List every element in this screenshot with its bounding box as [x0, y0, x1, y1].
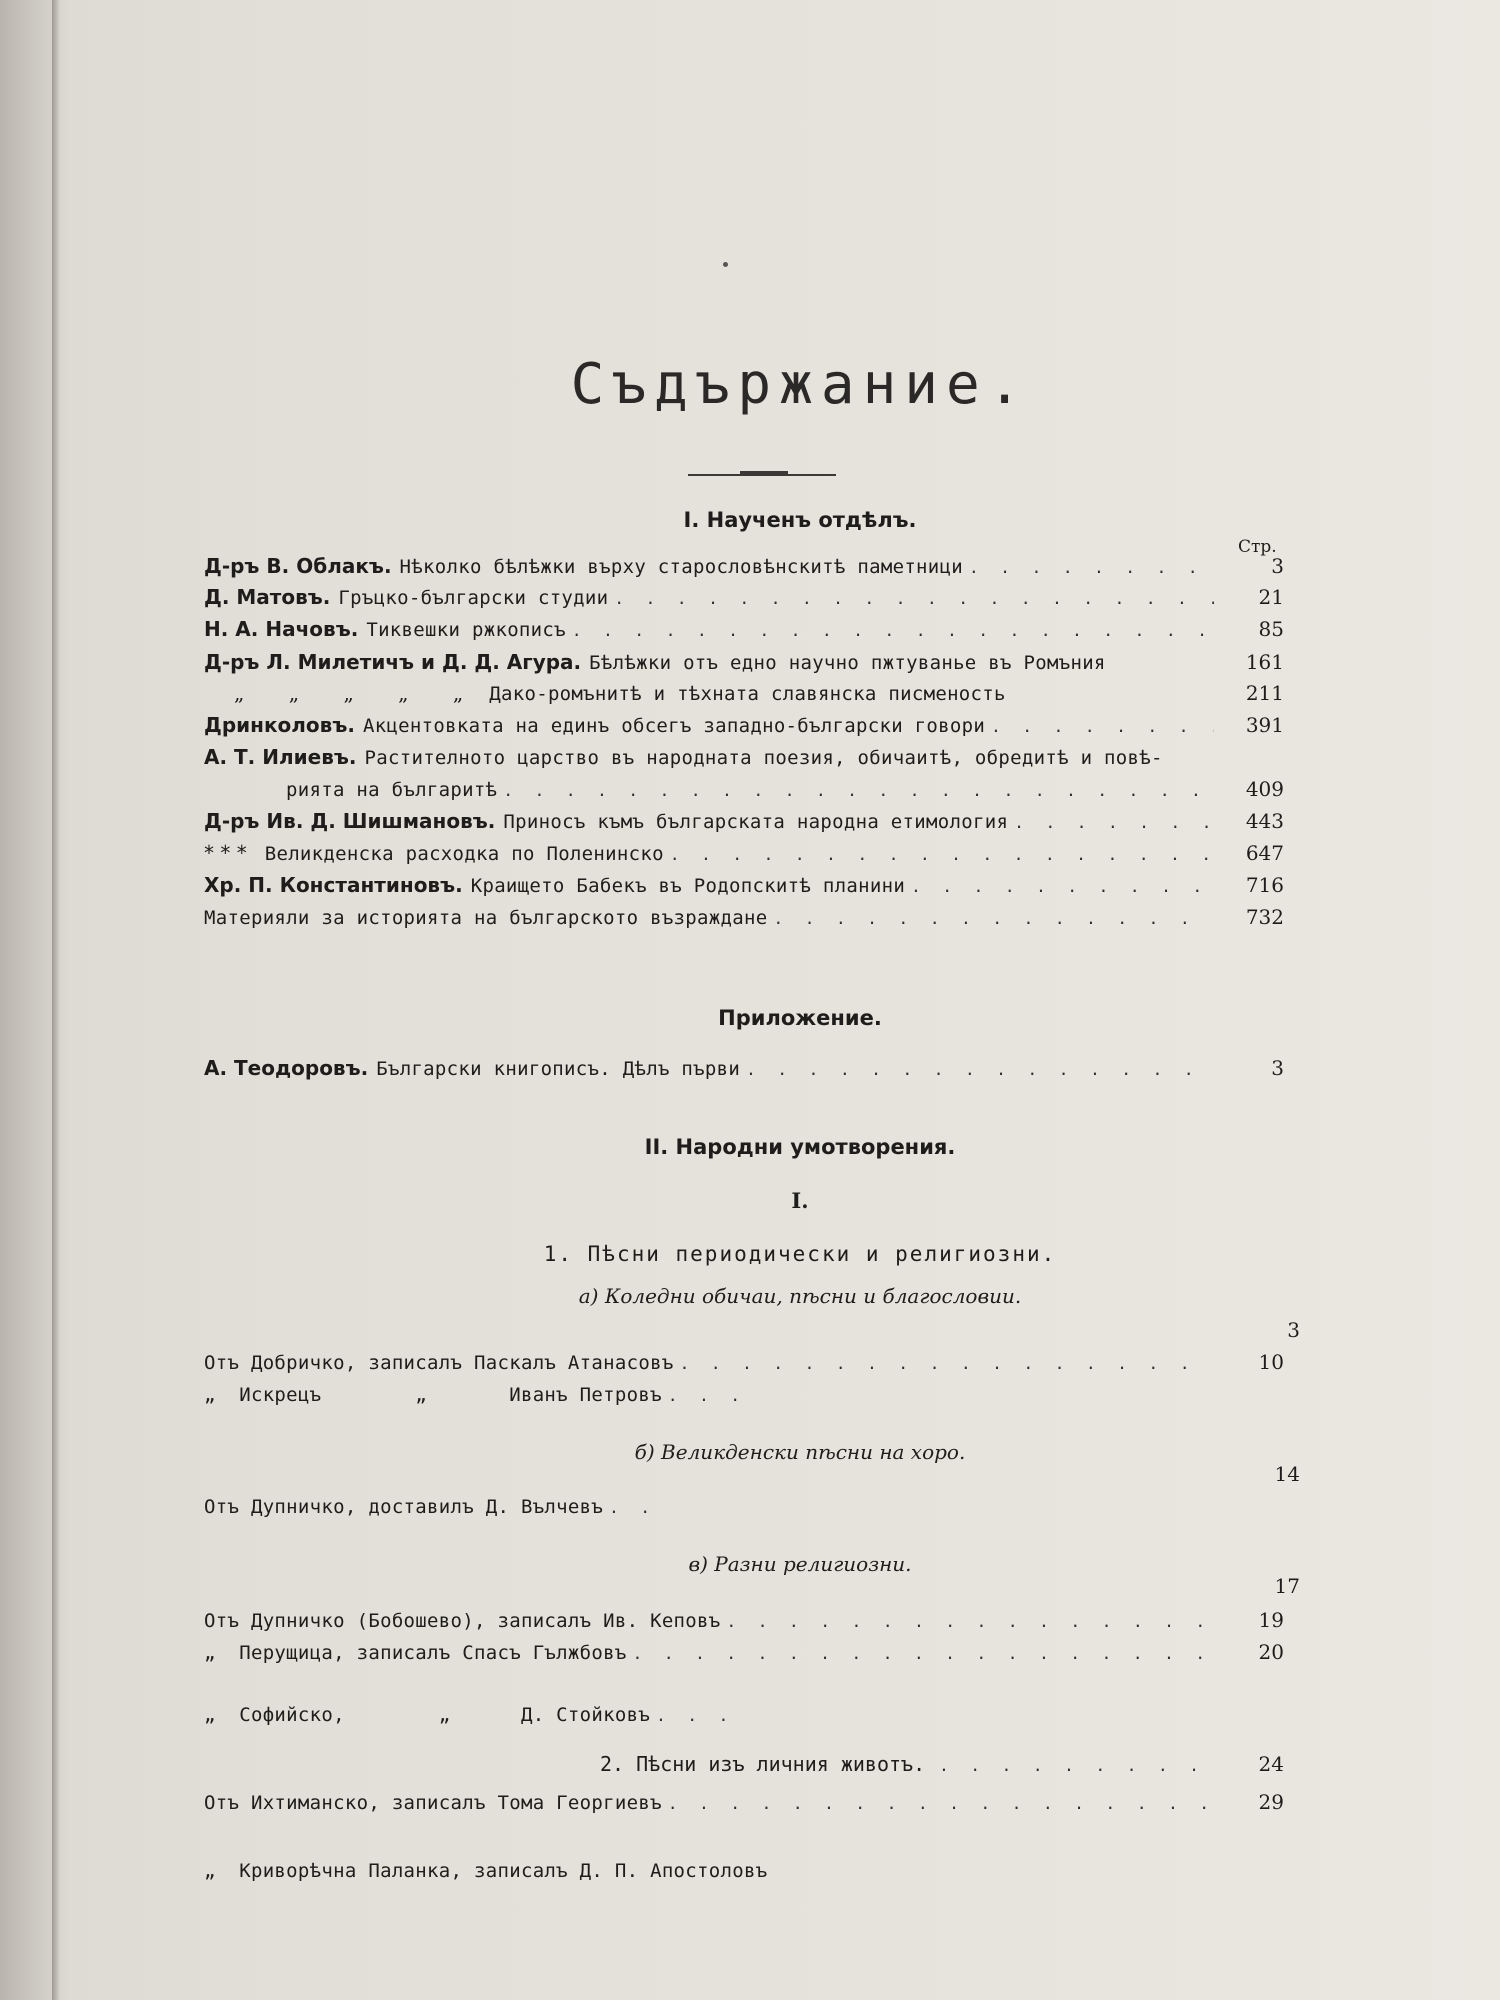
entry-page: 161: [1245, 650, 1284, 674]
dot-leader: [503, 781, 1214, 800]
entry-title: Отъ Добричко, записалъ Паскалъ Атанасовъ: [204, 1352, 674, 1374]
section1-heading: I. Наученъ отдѣлъ.: [683, 508, 917, 532]
toc-entry: [204, 1790, 1284, 1820]
toc-entry: [204, 1056, 1284, 1086]
toc-entry: [204, 1640, 1284, 1670]
entry-title: „ Софийско, „ Д. Стойковъ: [204, 1704, 651, 1726]
entry-page: 21: [1258, 585, 1284, 609]
dot-leader: [1014, 813, 1214, 832]
toc-entry: [204, 905, 1284, 935]
entry-page: 409: [1245, 777, 1284, 801]
entry-title: Краището Бабекъ въ Родопскитѣ планини: [470, 875, 906, 897]
entry-title: Дако-ромънитѣ и тѣхната славянска писменость: [489, 683, 1006, 705]
subsection-a-heading: а) Коледни обичаи, пѣсни и благословии.: [578, 1284, 1022, 1308]
entry-title: Отъ Ихтиманско, записалъ Тома Георгиевъ: [204, 1792, 662, 1814]
toc-entry: [204, 841, 1284, 871]
dot-leader: [668, 1794, 1214, 1813]
dot-leader: [633, 1644, 1214, 1663]
toc-entry: [204, 617, 1284, 647]
dot-leader: [727, 1612, 1214, 1631]
entry-page: 10: [1258, 1350, 1284, 1374]
toc-entry: [204, 681, 1284, 711]
dot-leader: [969, 558, 1214, 577]
entry-page: 3: [1271, 554, 1284, 578]
entry-author: А. Т. Илиевъ.: [204, 745, 357, 769]
dot-leader: [746, 1060, 1214, 1079]
entry-author: Н. А. Начовъ.: [204, 617, 359, 641]
entry-title: Гръцко-български студии: [338, 587, 609, 609]
part-number: I.: [791, 1188, 809, 1213]
title-rule-ornament: [740, 471, 788, 476]
dot-leader: [680, 1354, 1214, 1373]
entry-page: 391: [1245, 713, 1284, 737]
subsection-b-heading: б) Великденски пѣсни на хоро.: [634, 1440, 966, 1464]
entry-page: 732: [1245, 905, 1284, 929]
dot-leader: [656, 1706, 726, 1725]
entry-title: Бѣлѣжки отъ едно научно пжтуванье въ Ромъния: [589, 652, 1106, 674]
entry-author: Дринколовъ.: [204, 713, 355, 737]
entry-asterisks: * * *: [204, 841, 247, 865]
entry-author: Д-ръ В. Облакъ.: [204, 554, 392, 578]
appendix-heading: Приложение.: [718, 1006, 882, 1030]
entry-title: Великденска расходка по Поленинско: [264, 843, 664, 865]
ink-dot: [723, 262, 728, 267]
entry-author: Хр. П. Константиновъ.: [204, 873, 463, 897]
entry-title: Материяли за историята на българското възраждане: [204, 907, 768, 929]
dot-leader: [773, 909, 1214, 928]
section-start-page: 17: [1274, 1574, 1300, 1598]
entry-title: Отъ Дупничко (Бобошево), записалъ Ив. Кеповъ: [204, 1610, 721, 1632]
toc-entry: [204, 1496, 1284, 1526]
toc-entry: [204, 1384, 1284, 1414]
entry-title: Акцентовката на единъ обсегъ западно-български говори: [362, 715, 986, 737]
entry-page: 716: [1245, 873, 1284, 897]
dot-leader: [614, 589, 1214, 608]
toc-entry: [204, 1608, 1284, 1638]
entry-page: 24: [1258, 1752, 1284, 1776]
toc-entry: [204, 1350, 1284, 1380]
toc-entry: [204, 713, 1284, 743]
entry-page: 443: [1245, 809, 1284, 833]
subsection-heading-row: [600, 1752, 1284, 1782]
dot-leader: [572, 621, 1214, 640]
toc-entry: [204, 554, 1284, 584]
entry-author: Д. Матовъ.: [204, 585, 331, 609]
toc-entry: [204, 650, 1284, 680]
subsection-c-heading: в) Разни религиозни.: [688, 1552, 912, 1576]
toc-entry: [204, 1704, 1284, 1734]
entry-title: Приносъ къмъ българската народна етимология: [503, 811, 1009, 833]
page-column-header: Стр.: [1238, 537, 1277, 557]
dot-leader: [911, 877, 1214, 896]
dot-leader: [939, 1756, 1214, 1775]
toc-entry: [204, 585, 1284, 615]
entry-title: рията на българитѣ: [286, 779, 498, 801]
toc-entry: [204, 873, 1284, 903]
entry-title: „ Перущица, записалъ Спасъ Гължбовъ: [204, 1642, 627, 1664]
subsection-heading: 1. Пѣсни периодически и религиозни.: [543, 1242, 1057, 1266]
entry-page: 211: [1245, 681, 1284, 705]
dot-leader: [609, 1498, 669, 1517]
toc-entry: [204, 1860, 1284, 1890]
section2-heading: II. Народни умотворения.: [644, 1135, 956, 1159]
entry-page: 85: [1258, 617, 1284, 641]
toc-entry-continuation: [286, 777, 1284, 807]
subsection-heading: 2. Пѣсни изъ личния животъ.: [600, 1752, 926, 1776]
entry-title: „ Криворѣчна Паланка, записалъ Д. П. Апостоловъ: [204, 1860, 768, 1882]
entry-title: Отъ Дупничко, доставилъ Д. Вълчевъ: [204, 1496, 604, 1518]
entry-page: 3: [1271, 1056, 1284, 1080]
section-start-page: 14: [1274, 1462, 1300, 1486]
entry-author: А. Теодоровъ.: [204, 1056, 369, 1080]
page-edge: [52, 0, 60, 2000]
entry-title: Тиквешки ржкописъ: [366, 619, 566, 641]
entry-page: 20: [1258, 1640, 1284, 1664]
section-start-page: 3: [1287, 1318, 1300, 1342]
entry-author: Д-ръ Ив. Д. Шишмановъ.: [204, 809, 496, 833]
entry-title: Български книгописъ. Дѣлъ първи: [376, 1058, 741, 1080]
dot-leader: [670, 845, 1214, 864]
toc-entry: [204, 745, 1284, 775]
page-title: Съдържание.: [570, 352, 1030, 417]
entry-title: Нѣколко бѣлѣжки върху старословѣнскитѣ паметници: [399, 556, 964, 578]
entry-page: 19: [1258, 1608, 1284, 1632]
entry-page: 29: [1258, 1790, 1284, 1814]
entry-title: Растителното царство въ народната поезия, обичаитѣ, обредитѣ и повѣ-: [364, 747, 1163, 769]
entry-page: 647: [1245, 841, 1284, 865]
toc-entry: [204, 809, 1284, 839]
ditto-marks: „ „ „ „ „: [234, 681, 464, 705]
entry-author: Д-ръ Л. Милетичъ и Д. Д. Агура.: [204, 650, 582, 674]
dot-leader: [991, 717, 1214, 736]
entry-title: „ Искрецъ „ Иванъ Петровъ: [204, 1384, 662, 1406]
dot-leader: [668, 1386, 758, 1405]
